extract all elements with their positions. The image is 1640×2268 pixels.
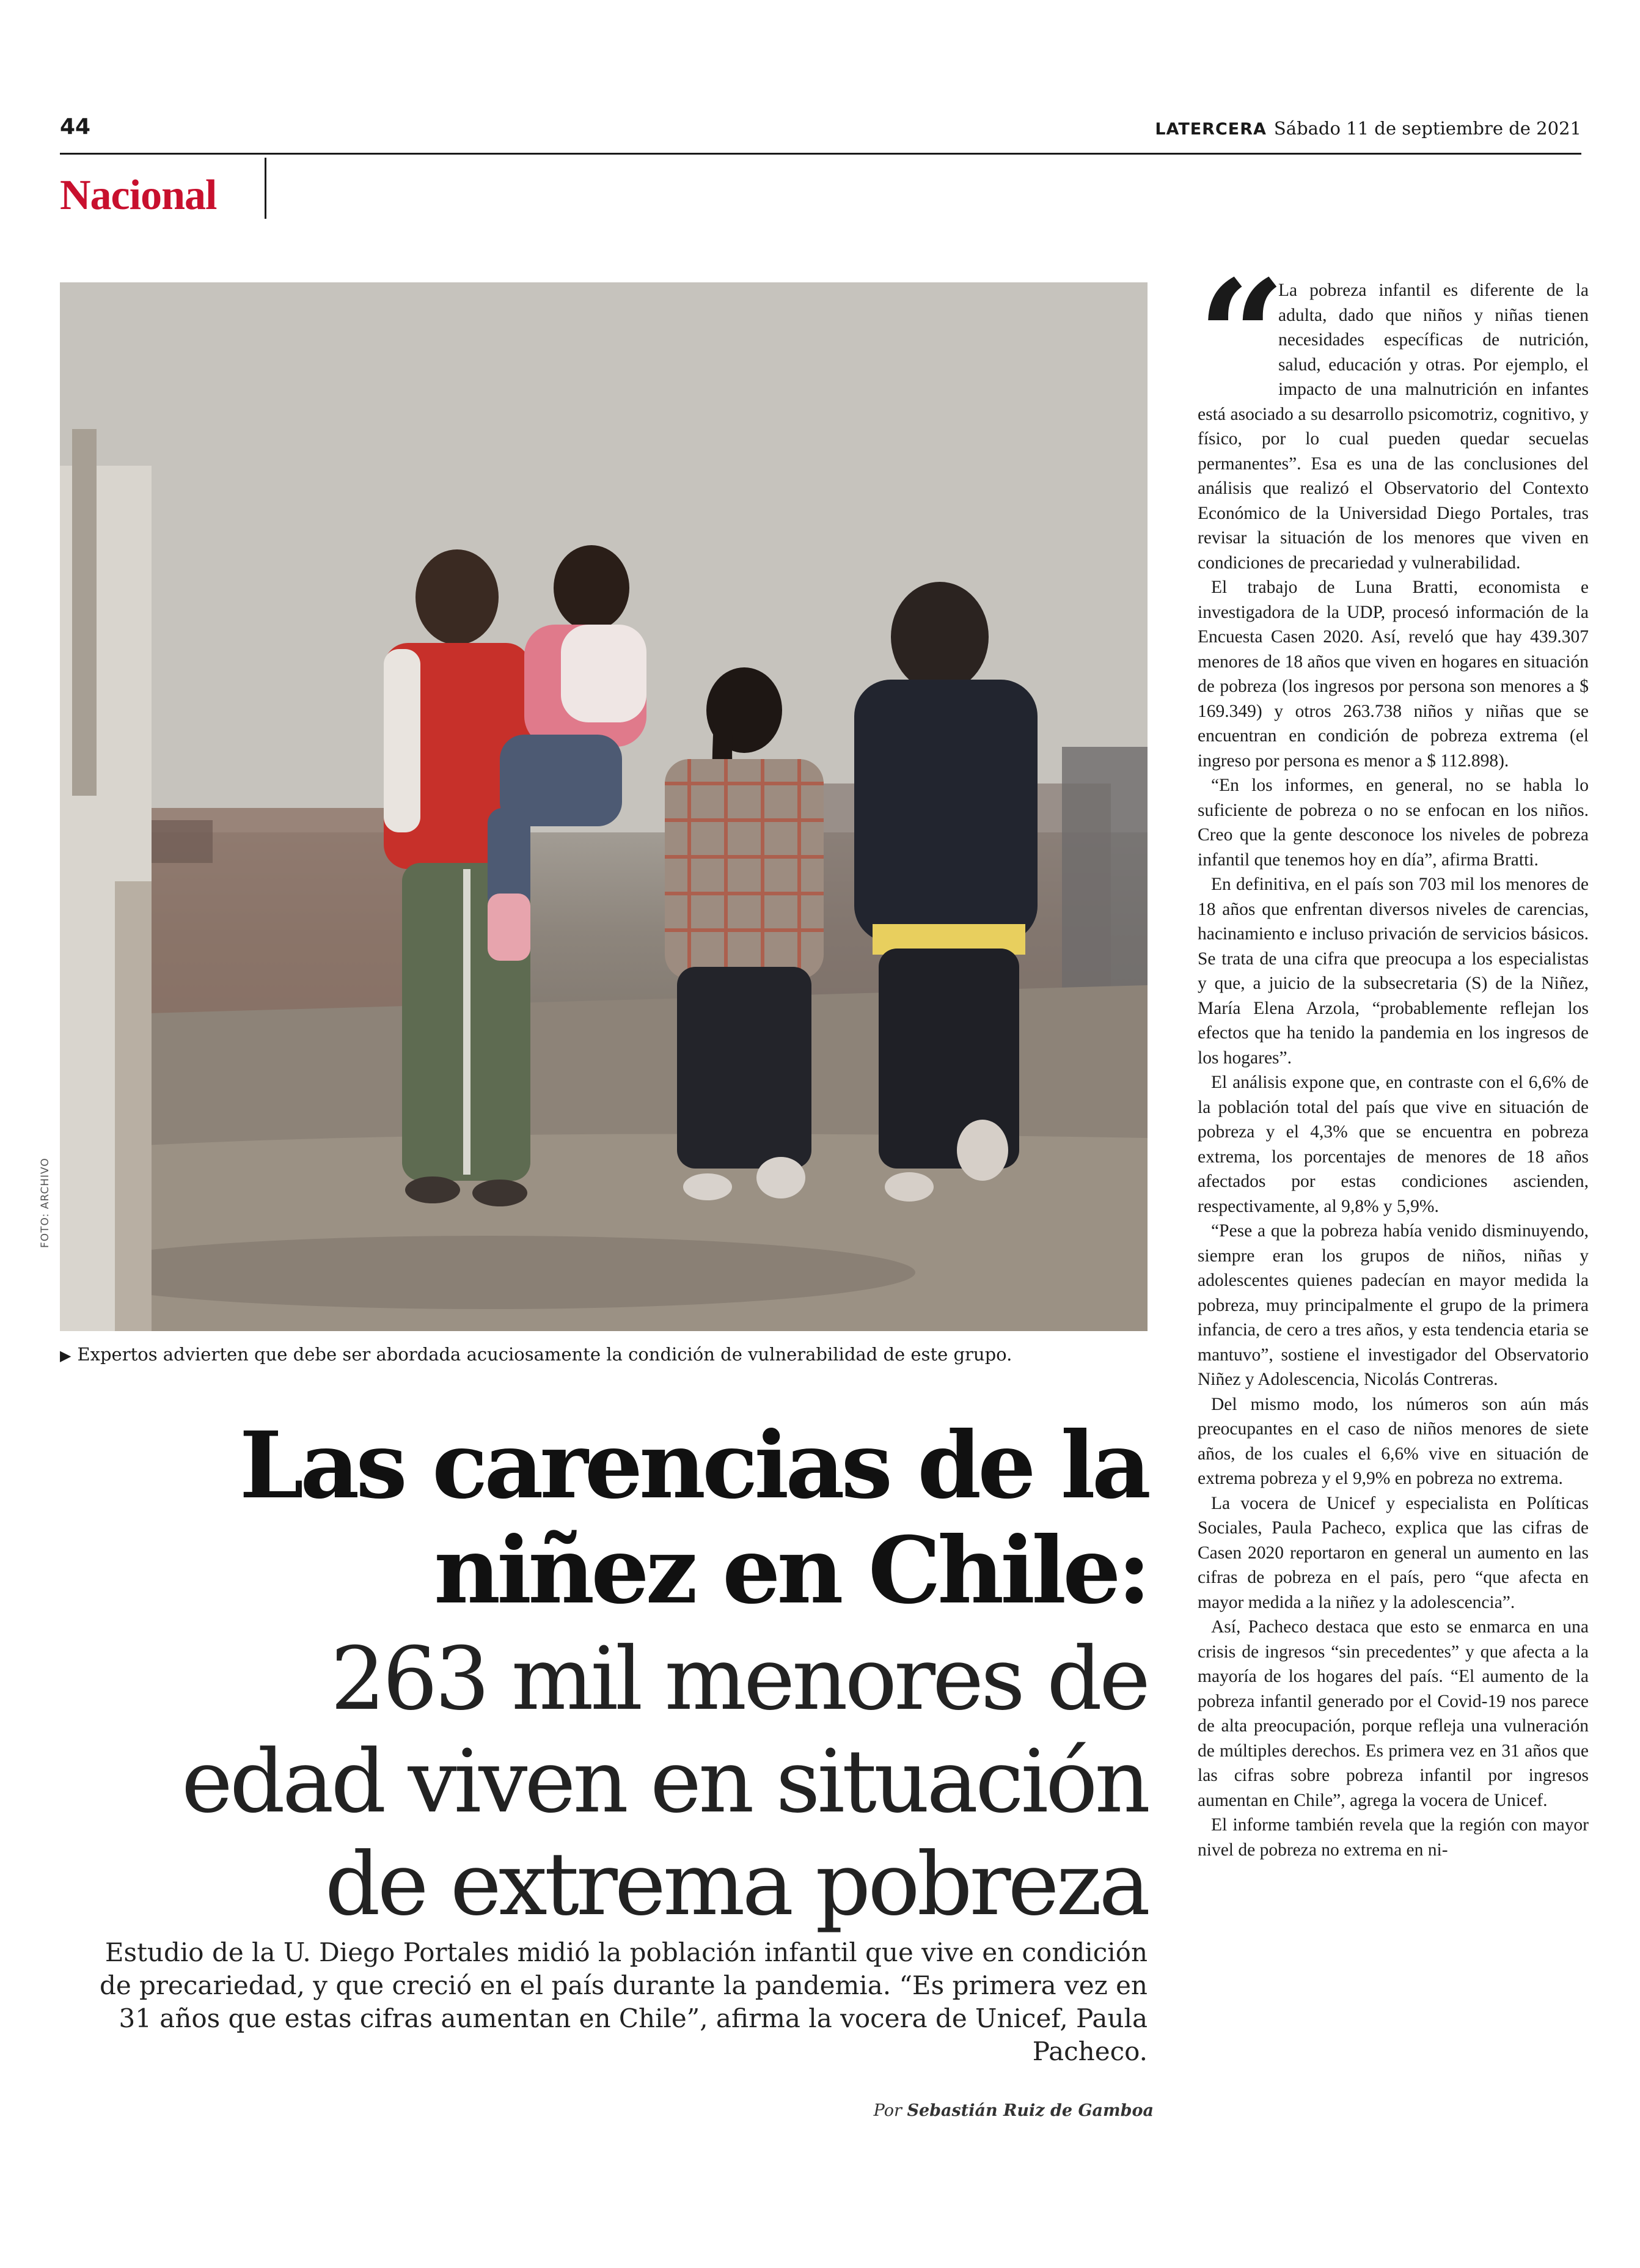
section-divider xyxy=(265,158,266,219)
caption-text: Expertos advierten que debe ser abordada acuciosamente la condición de vulnerabilidad de este grupo. xyxy=(77,1344,1012,1365)
headline-main-line-2: niñez en Chile: xyxy=(434,1517,1148,1624)
article-photo xyxy=(60,282,1148,1331)
article-paragraph: “En los informes, en general, no se habla lo suficiente de pobreza o no se enfocan en los niños. Creo que la gente desconoce los niveles de pobreza infantil que tenemos hoy en día”, afirma Bratti. xyxy=(1198,776,1589,870)
headline-sub-line-3: de extrema pobreza xyxy=(324,1834,1148,1935)
headline-sub-line-2: edad viven en situación xyxy=(181,1731,1148,1832)
header-rule xyxy=(60,153,1581,155)
headline-main-line-1: Las carencias de la xyxy=(239,1412,1148,1519)
newspaper-brand: LATERCERA xyxy=(1155,120,1267,139)
masthead xyxy=(1155,116,1581,142)
issue-date: Sábado 11 de septiembre de 2021 xyxy=(1273,118,1581,139)
children-walking-illustration xyxy=(60,282,1148,1331)
headline-sub-line-1: 263 mil menores de xyxy=(330,1629,1148,1730)
article-body xyxy=(1198,246,1589,1862)
article-paragraph: En definitiva, en el país son 703 mil los menores de 18 años que enfrentan diversos niveles de carencias, hacinamiento e incluso privación de servicios básicos. Se trata de una cifra que preocupa a los especialistas y que, a juicio de la subsecretaria (S) de la Niñez, María Elena Arzola, “probablemente reflejan los efectos que ha tenido la pandemia en los ingresos de los hogares”. xyxy=(1198,875,1589,1068)
page-number: 44 xyxy=(60,114,91,139)
byline xyxy=(874,2101,1154,2121)
article-paragraph: “Pese a que la pobreza había venido disminuyendo, siempre eran los grupos de niños, niñas y adolescentes quienes padecían en mayor medida la pobreza, muy principalmente el grupo de la primera infancia, de cero a tres años, y esta tendencia etaria se mantuvo”, sostiene el investigador del Observatorio Niñez y Adolescencia, Nicolás Contreras. xyxy=(1198,1221,1589,1389)
article-paragraph: Del mismo modo, los números son aún más preocupantes en el caso de niños menores de siete años, de los cuales el 6,6% vive en situación de extrema pobreza y el 9,9% en pobreza no extrema. xyxy=(1198,1394,1589,1488)
photo-credit: FOTO: ARCHIVO xyxy=(39,1158,51,1248)
article-paragraph: La vocera de Unicef y especialista en Políticas Sociales, Paula Pacheco, explica que las cifras de Casen 2020 reportaron en general un aumento en las cifras de pobreza en el país, pero “que afecta en mayor medida a la niñez y la adolescencia”. xyxy=(1198,1493,1589,1612)
section-name: Nacional xyxy=(60,172,217,219)
byline-author: Sebastián Ruiz de Gamboa xyxy=(907,2101,1154,2120)
article-paragraph: El informe también revela que la región con mayor nivel de pobreza no extrema en ni- xyxy=(1198,1815,1589,1860)
triangle-right-icon: ▶ xyxy=(60,1347,71,1364)
article-paragraph: La pobreza infantil es diferente de la adulta, dado que niños y niñas tienen necesidades específicas de nutrición, salud, educación y otras. Por ejemplo, el impacto de una malnutrición en infantes está asociado a su desarrollo psicomotriz, cognitivo, y físico, por lo cual pueden quedar secuelas permanentes”. Esa es una de las conclusiones del análisis que realizó el Observatorio del Contexto Económico de la Universidad Diego Portales, tras revisar la situación de los menores que viven en condiciones de precariedad y vulnerabilidad. xyxy=(1198,281,1589,573)
article-paragraph: El análisis expone que, en contraste con el 6,6% de la población total del país que vive en situación de pobreza y el 4,3% que se encuentra en pobreza extrema, los porcentajes de menores de 18 años afectados por estas condiciones ascienden, respectivamente, al 9,8% y 5,9%. xyxy=(1198,1073,1589,1216)
open-quote-mark: “ xyxy=(1198,246,1267,426)
byline-prefix: Por xyxy=(873,2101,902,2120)
headline-sub xyxy=(48,1628,1148,1936)
photo-caption xyxy=(60,1342,1012,1368)
headline xyxy=(48,1413,1148,1936)
article-paragraph: Así, Pacheco destaca que esto se enmarca en una crisis de ingresos “sin precedentes” y que afecta a la mayoría de los hogares del país. “El aumento de la pobreza infantil generado por el Covid-19 nos parece de alta preocupación, porque refleja una vulneración de múltiples derechos. Es primera vez en 31 años que las cifras sobre pobreza infantil por ingresos aumentan en Chile”, agrega la vocera de Unicef. xyxy=(1198,1617,1589,1810)
article-deck: Estudio de la U. Diego Portales midió la población infantil que vive en condición de precariedad, y que creció en el país durante la pandemia. “Es primera vez en 31 años que estas cifras aumentan en Chile”, afirma la vocera de Unicef, Paula Pacheco. xyxy=(99,1937,1148,2066)
article-paragraph: El trabajo de Luna Bratti, economista e investigadora de la UDP, procesó información de la Encuesta Casen 2020. Así, reveló que hay 439.307 menores de 18 años que viven en hogares en situación de pobreza (los ingresos por persona son menores a $ 169.349) y otros 263.738 niños y niñas que se encuentran en condición de pobreza extrema (el ingreso por persona es menor a $ 112.898). xyxy=(1198,578,1589,771)
